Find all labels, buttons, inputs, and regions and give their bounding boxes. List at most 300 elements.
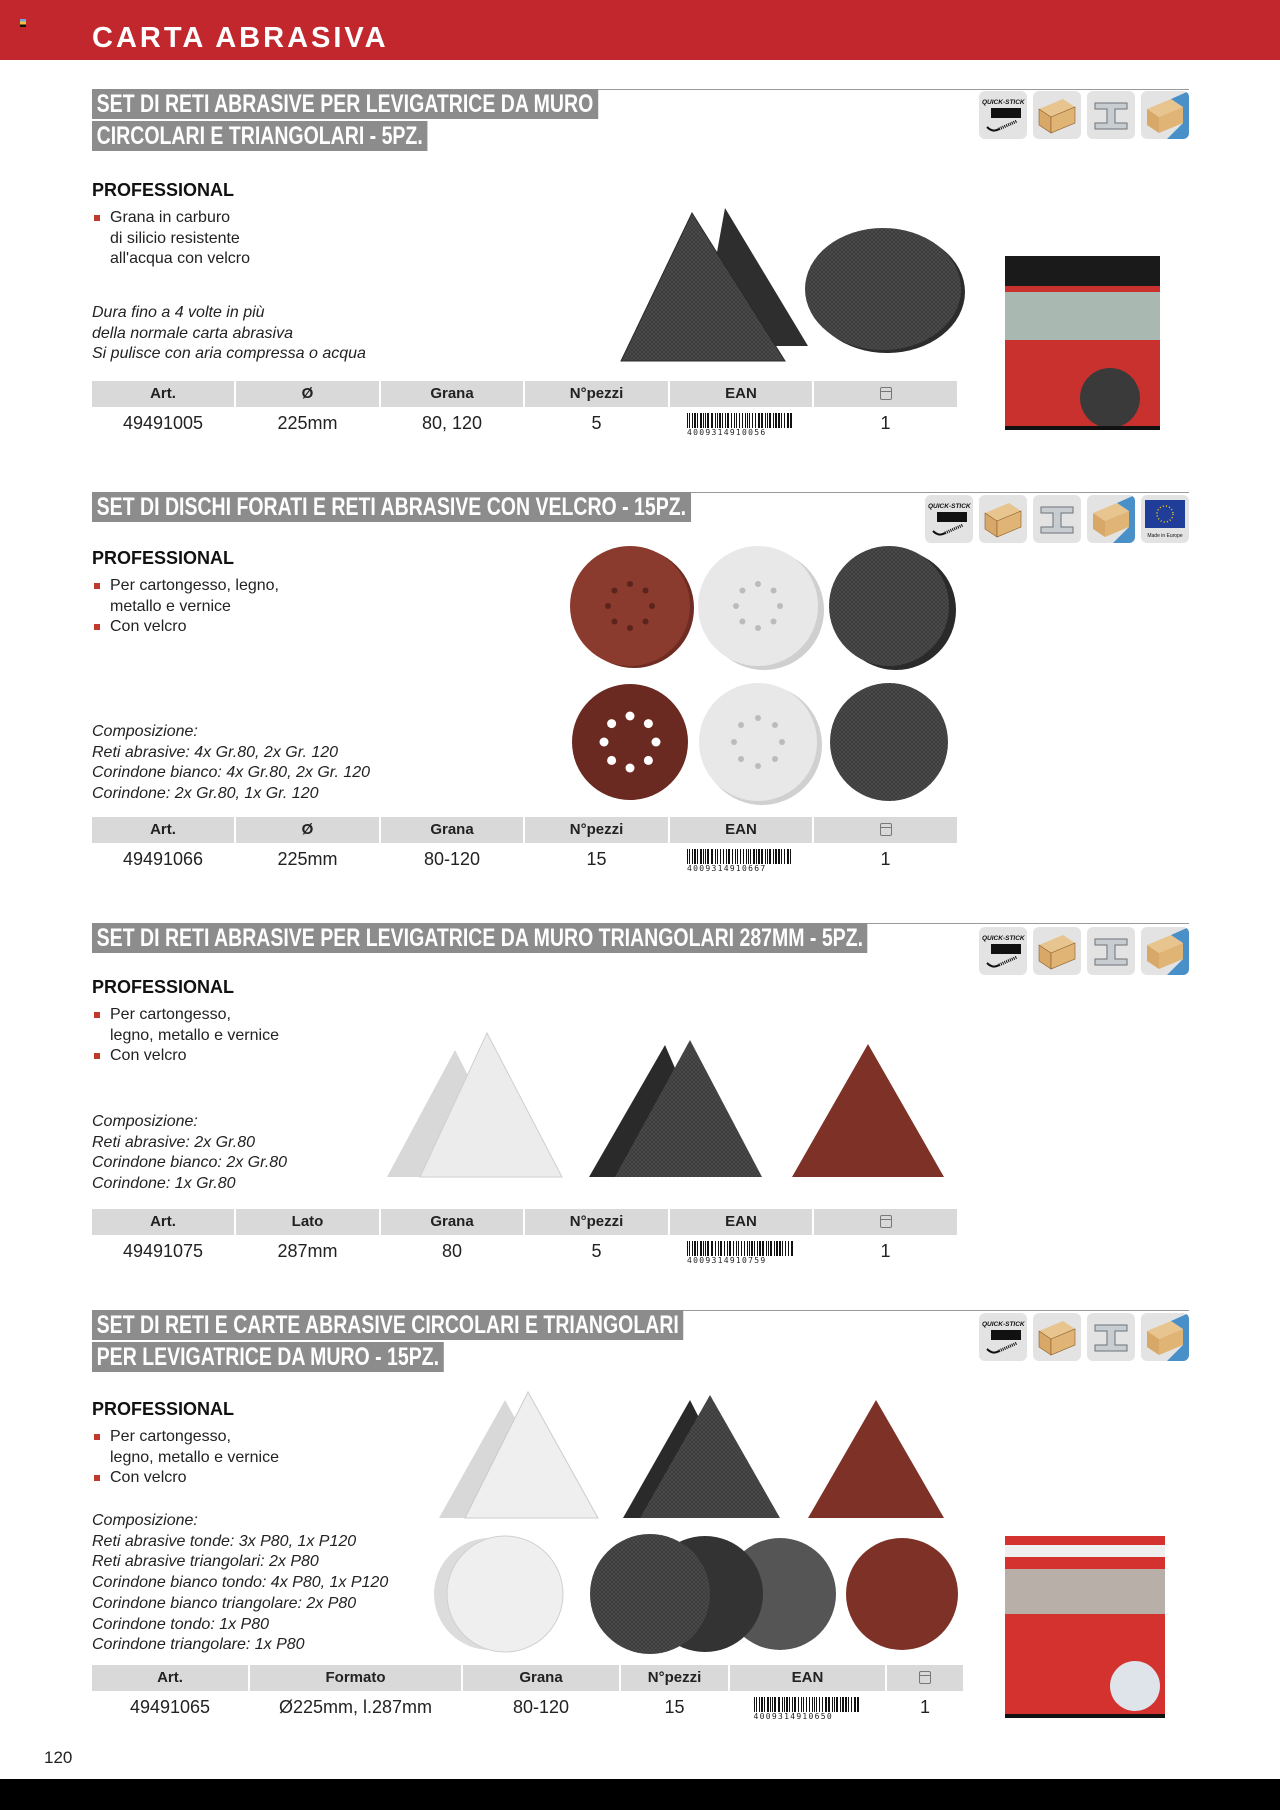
barcode-bar [743, 849, 744, 864]
table-cell-pack: 1 [880, 849, 891, 869]
table-header-cell [814, 381, 957, 407]
barcode-bar [736, 1241, 737, 1256]
note-line: Corindone bianco tondo: 4x P80, 1x P120 [92, 1574, 389, 1592]
disc-hole [627, 581, 633, 587]
barcode-bar [707, 1241, 709, 1256]
section-title: PER LEVIGATRICE DA MURO - 15PZ. [92, 1342, 444, 1372]
table-header-cell: EAN [670, 817, 812, 843]
barcode-bar [725, 413, 726, 428]
disc-hole [652, 738, 661, 747]
note-line: Corindone triangolare: 1x P80 [92, 1636, 305, 1654]
disc-hole [731, 739, 737, 745]
quick-stick-label: QUICK-STICK [982, 935, 1025, 942]
composition-notes [92, 1511, 388, 1656]
barcode-bar [744, 1241, 745, 1256]
barcode-bar [769, 413, 771, 428]
feature-bullet: Con velcro [92, 617, 279, 638]
table-header-cell: Art. [92, 817, 234, 843]
composition-notes [92, 1112, 287, 1195]
barcode-bar [759, 1241, 761, 1256]
package-image-1 [1005, 256, 1160, 430]
disc-hole [627, 625, 633, 631]
table-cell-art: 49491075 [122, 1241, 204, 1261]
barcode-bar [723, 849, 724, 864]
table-cell-grana: 80, 120 [421, 413, 483, 433]
barcode-bar [761, 1697, 763, 1712]
barcode-bar [745, 413, 746, 428]
perforated-discs-image [570, 546, 956, 805]
product-line-label: PROFESSIONAL [92, 1399, 235, 1419]
table-header-cell: Art. [92, 381, 234, 407]
note-line: Reti abrasive: 2x Gr.80 [92, 1133, 256, 1151]
barcode-bar [739, 413, 740, 428]
table-cell-size: 225mm [277, 849, 338, 869]
barcode-bar [731, 413, 732, 428]
barcode-bar [724, 1241, 725, 1256]
table-header-cell [814, 1209, 957, 1235]
barcode-bar [778, 1697, 780, 1712]
table-header-cell: Grana [463, 1665, 619, 1691]
ean-barcode [687, 1241, 797, 1265]
feature-list [92, 576, 279, 638]
metal-icon [1033, 495, 1081, 543]
disc-hole [739, 619, 745, 625]
note-line: Composizione: [92, 1512, 198, 1529]
barcode-bar [727, 1241, 728, 1256]
composition-notes [92, 722, 370, 805]
disc-hole [771, 587, 777, 593]
note-line: della normale carta abrasiva [92, 324, 293, 342]
barcode-bar [767, 413, 768, 428]
feature-bullet: Grana in carburo di silicio resistente all'acqua con velcro [92, 208, 250, 270]
barcode-bar [798, 1697, 799, 1712]
barcode-bar [842, 1697, 844, 1712]
pack-icon [880, 387, 892, 400]
painted-wood-icon [1141, 1313, 1189, 1361]
disc-hole [755, 581, 761, 587]
barcode-bar [738, 1241, 739, 1256]
barcode-bar [765, 413, 766, 428]
barcode-bar [703, 1241, 704, 1256]
table-header-cell [887, 1665, 963, 1691]
barcode-bar [775, 849, 777, 864]
barcode-bar [718, 1241, 719, 1256]
barcode-bar [790, 413, 792, 428]
disc-hole [733, 603, 739, 609]
table-cell-size: Ø225mm, l.287mm [278, 1697, 433, 1717]
ean-barcode [754, 1697, 864, 1721]
table-cell-art: 49491065 [129, 1697, 211, 1717]
barcode-bar [851, 1697, 852, 1712]
table-cell-art: 49491005 [122, 413, 204, 433]
barcode-bar [694, 849, 696, 864]
disc-hole [626, 764, 635, 773]
table-cell-pezzi: 15 [664, 1697, 685, 1717]
barcode-bar [694, 1241, 696, 1256]
product-line-label: PROFESSIONAL [92, 977, 235, 997]
feature-bullet: Per cartongesso, legno, metallo e vernice [92, 1005, 279, 1046]
table-header-cell: EAN [730, 1665, 885, 1691]
barcode-bars [754, 1697, 864, 1712]
barcode-bar [774, 1241, 775, 1256]
painted-wood-icon [1087, 495, 1135, 543]
barcode-bar [711, 413, 713, 428]
quick-stick-label: QUICK-STICK [982, 1321, 1025, 1328]
disc-hole [611, 587, 617, 593]
note-line: Composizione: [92, 1113, 198, 1130]
barcode-bar [717, 849, 718, 864]
barcode-bar [806, 1697, 807, 1712]
barcode-bar [711, 849, 713, 864]
barcode-bar [782, 1697, 783, 1712]
disc-hole [605, 603, 611, 609]
barcode-bar [781, 413, 782, 428]
barcode-bar [779, 1241, 781, 1256]
barcode-bar [715, 849, 716, 864]
quick-stick-icon [979, 927, 1027, 975]
table-cell-size: 287mm [277, 1241, 338, 1261]
barcode-bar [825, 1697, 827, 1712]
disc-hole [772, 722, 778, 728]
barcode-bar [770, 1697, 771, 1712]
barcode-bar [775, 413, 777, 428]
disc-hole [771, 619, 777, 625]
feature-icons [979, 927, 1189, 975]
barcode-bar [722, 413, 723, 428]
barcode-bar [741, 1241, 742, 1256]
barcode-bar [756, 1697, 757, 1712]
note-line: Dura fino a 4 volte in più [92, 304, 265, 321]
barcode-bar [740, 849, 741, 864]
table-header-cell: Grana [381, 817, 523, 843]
barcode-bar [776, 1241, 778, 1256]
barcode-bar [746, 849, 747, 864]
barcode-bar [700, 1241, 702, 1256]
barcode-bar [767, 1697, 769, 1712]
table-header-cell: Ø [236, 381, 379, 407]
barcode-bar [705, 413, 706, 428]
feature-bullet: Per cartongesso, legno, metallo e vernice [92, 1427, 279, 1468]
triangles-white-image [387, 1033, 562, 1177]
feature-bullet: Con velcro [92, 1046, 279, 1067]
barcode-bar [687, 1241, 688, 1256]
barcode-bar [711, 1241, 713, 1256]
discs-set-image [434, 1534, 958, 1654]
barcode-bar [836, 1697, 838, 1712]
table-header-cell: Grana [381, 381, 523, 407]
barcode-bar [761, 849, 763, 864]
pack-icon [880, 823, 892, 836]
barcode-bar [747, 1241, 748, 1256]
barcode-bar [767, 849, 768, 864]
pack-icon [919, 1671, 931, 1684]
barcode-bar [789, 1697, 790, 1712]
barcode-bar [809, 1697, 810, 1712]
barcode-bar [752, 413, 753, 428]
barcode-bar [751, 1241, 753, 1256]
barcode-bars [687, 413, 797, 428]
barcode-bar [840, 1697, 841, 1712]
feature-icons [979, 91, 1189, 139]
barcode-bar [792, 1697, 793, 1712]
disc-hole [643, 587, 649, 593]
barcode-bar [754, 1697, 755, 1712]
barcode-bar [733, 1241, 734, 1256]
product-line-label: PROFESSIONAL [92, 180, 235, 200]
barcode-bar [781, 849, 782, 864]
metal-icon [1087, 1313, 1135, 1361]
note-line: Corindone tondo: 1x P80 [92, 1615, 270, 1633]
table-header-cell: EAN [670, 1209, 812, 1235]
composition-notes [92, 303, 366, 365]
painted-wood-icon [1141, 927, 1189, 975]
disc-hole [755, 763, 761, 769]
barcode-bar [726, 849, 727, 864]
barcode-bar [697, 849, 698, 864]
table-cell-pezzi: 5 [591, 1241, 602, 1261]
wood-icon [1033, 91, 1081, 139]
table-cell-pack: 1 [880, 1241, 891, 1261]
barcode-bar [689, 413, 690, 428]
barcode-bar [747, 413, 748, 428]
barcode-bar [732, 849, 733, 864]
triangle-red-image [792, 1044, 944, 1177]
barcode-bar [764, 1697, 765, 1712]
painted-wood-icon [1141, 91, 1189, 139]
barcode-bar [692, 849, 693, 864]
metal-icon [1087, 91, 1135, 139]
barcode-bar [692, 413, 693, 428]
barcode-bar [773, 413, 774, 428]
barcode-bar [707, 413, 709, 428]
note-line: Corindone: 1x Gr.80 [92, 1175, 236, 1193]
barcode-bar [748, 849, 749, 864]
feature-icons [925, 495, 1189, 543]
table-cell-pezzi: 5 [591, 413, 602, 433]
triangles-set-image [439, 1392, 944, 1518]
table-header-cell: N°pezzi [525, 1209, 668, 1235]
barcode-bar [736, 413, 737, 428]
quick-stick-icon [979, 91, 1027, 139]
table-header-cell: N°pezzi [525, 381, 668, 407]
barcode-bar [756, 849, 757, 864]
disc-hole [772, 756, 778, 762]
barcode-bar [715, 413, 716, 428]
wood-icon [979, 495, 1027, 543]
note-line: Reti abrasive: 4x Gr.80, 2x Gr. 120 [92, 743, 339, 761]
table-cell-pack: 1 [880, 413, 891, 433]
barcode-bar [782, 1241, 783, 1256]
barcode-bar [768, 1241, 769, 1256]
disc-hole [755, 625, 761, 631]
disc-hole [611, 619, 617, 625]
quick-stick-label: QUICK-STICK [982, 99, 1025, 106]
barcode-bar [803, 1697, 804, 1712]
barcode-bar [758, 413, 760, 428]
barcode-bar [787, 413, 789, 428]
barcode-bar [828, 1697, 830, 1712]
barcode-bar [762, 1241, 764, 1256]
table-cell-pack: 1 [919, 1697, 930, 1717]
disc-hole [607, 756, 616, 765]
quick-stick-icon [979, 1313, 1027, 1361]
disc-hole [607, 719, 616, 728]
barcode-bar [784, 1697, 785, 1712]
note-line: Si pulisce con aria compressa o acqua [92, 345, 366, 363]
barcode-bar [759, 1697, 760, 1712]
barcode-bar [801, 1697, 802, 1712]
barcode-bar [854, 1697, 856, 1712]
barcode-bar [857, 1697, 859, 1712]
table-header-cell: N°pezzi [525, 817, 668, 843]
barcode-bar [742, 413, 743, 428]
pack-icon [880, 1215, 892, 1228]
page-title: CARTA ABRASIVA [92, 22, 389, 54]
table-header-cell: Ø [236, 817, 379, 843]
disc-hole [649, 603, 655, 609]
barcode-bar [787, 849, 789, 864]
barcode-bar [697, 1241, 698, 1256]
barcode-bar [774, 1697, 776, 1712]
barcode-bar [689, 1241, 690, 1256]
barcode-bar [720, 1241, 722, 1256]
disc-hole [739, 587, 745, 593]
barcode-bar [705, 1241, 706, 1256]
page-footer-bar [0, 1779, 1280, 1810]
metal-icon [1087, 927, 1135, 975]
note-line: Reti abrasive triangolari: 2x P80 [92, 1553, 319, 1571]
barcode-bar [770, 1241, 772, 1256]
barcode-bar [687, 413, 688, 428]
page-number: 120 [44, 1748, 73, 1767]
barcode-bar [750, 849, 751, 864]
barcode-bar [822, 1697, 823, 1712]
barcode-bar [791, 1241, 793, 1256]
barcode-bar [754, 1241, 755, 1256]
disc-hole [643, 619, 649, 625]
feature-list [92, 1427, 279, 1489]
wood-icon [1033, 927, 1081, 975]
table-cell-size: 225mm [277, 413, 338, 433]
ean-barcode [687, 849, 797, 873]
barcode-bar [737, 849, 738, 864]
barcode-bar [727, 413, 729, 428]
table-header-cell: Art. [92, 1209, 234, 1235]
disc-hole [644, 756, 653, 765]
section-title: SET DI RETI E CARTE ABRASIVE CIRCOLARI E TRIANGOLARI [92, 1310, 683, 1340]
barcode-bar [729, 1241, 731, 1256]
barcode-bar [728, 849, 730, 864]
barcode-bars [687, 1241, 797, 1256]
barcode-bar [692, 1241, 693, 1256]
barcode-bar [757, 1241, 758, 1256]
barcode-bar [694, 413, 696, 428]
barcode-bar [786, 1697, 788, 1712]
feature-bullet: Con velcro [92, 1468, 279, 1489]
barcode-bar [766, 1241, 767, 1256]
product-line-label: PROFESSIONAL [92, 548, 235, 568]
barcode-bar [848, 1697, 849, 1712]
triangles-mesh-image [589, 1040, 762, 1177]
disc-hole [644, 719, 653, 728]
barcode-bar [834, 1697, 835, 1712]
ean-digits: 4009314910056 [687, 428, 767, 437]
disc-hole [626, 712, 635, 721]
quick-stick-icon [925, 495, 973, 543]
table-cell-art: 49491066 [122, 849, 204, 869]
barcode-bar [790, 849, 791, 864]
table-header-cell: Formato [250, 1665, 461, 1691]
barcode-bar [700, 413, 702, 428]
disc-hole [755, 715, 761, 721]
section-title: SET DI DISCHI FORATI E RETI ABRASIVE CON VELCRO - 15PZ. [92, 492, 691, 522]
barcode-bar [816, 1697, 817, 1712]
barcode-bar [735, 849, 736, 864]
barcode-bar [697, 413, 698, 428]
barcode-bar [755, 413, 756, 428]
package-image-2 [1005, 1536, 1165, 1718]
barcode-bar [689, 849, 690, 864]
barcode-bar [749, 413, 750, 428]
note-line: Corindone: 2x Gr.80, 1x Gr. 120 [92, 785, 319, 803]
barcode-bar [753, 849, 755, 864]
barcode-bar [761, 413, 763, 428]
barcode-bar [772, 1697, 773, 1712]
barcode-bar [784, 413, 785, 428]
feature-list [92, 1005, 279, 1067]
barcode-bar [784, 849, 785, 864]
table-header-cell: Art. [92, 1665, 248, 1691]
feature-icons [979, 1313, 1189, 1361]
disc-hole [738, 756, 744, 762]
barcode-bar [845, 1697, 847, 1712]
barcode-bar [707, 849, 709, 864]
wood-icon [1033, 1313, 1081, 1361]
note-line: Composizione: [92, 723, 198, 740]
table-header-cell [814, 817, 957, 843]
note-line: Reti abrasive tonde: 3x P80, 1x P120 [92, 1532, 357, 1550]
barcode-bar [812, 1697, 813, 1712]
barcode-bar [715, 1241, 716, 1256]
barcode-bar [700, 849, 702, 864]
barcode-bar [785, 1241, 786, 1256]
table-header-cell: Lato [236, 1209, 379, 1235]
barcode-bars [687, 849, 797, 864]
section-title: SET DI RETI ABRASIVE PER LEVIGATRICE DA MURO [92, 89, 598, 119]
note-line: Corindone bianco: 4x Gr.80, 2x Gr. 120 [92, 764, 371, 782]
disc-hole [600, 738, 609, 747]
barcode-bar [769, 849, 771, 864]
barcode-bar [705, 849, 706, 864]
disc-hole [779, 739, 785, 745]
feature-list [92, 208, 250, 270]
ean-barcode [687, 413, 797, 437]
barcode-bar [758, 849, 760, 864]
table-cell-grana: 80 [441, 1241, 463, 1261]
ean-digits: 4009314910759 [687, 1256, 767, 1265]
barcode-bar [765, 849, 766, 864]
barcode-bar [832, 1697, 833, 1712]
barcode-bar [773, 849, 774, 864]
table-header-cell: N°pezzi [621, 1665, 728, 1691]
section-title: SET DI RETI ABRASIVE PER LEVIGATRICE DA MURO TRIANGOLARI 287MM - 5PZ. [92, 923, 868, 953]
barcode-bar [749, 1241, 750, 1256]
ean-digits: 4009314910650 [753, 1712, 834, 1721]
made-in-europe-icon [1141, 495, 1189, 543]
section-title: CIRCOLARI E TRIANGOLARI - 5PZ. [92, 121, 427, 151]
table-cell-grana: 80-120 [423, 849, 481, 869]
table-cell-grana: 80-120 [512, 1697, 570, 1717]
